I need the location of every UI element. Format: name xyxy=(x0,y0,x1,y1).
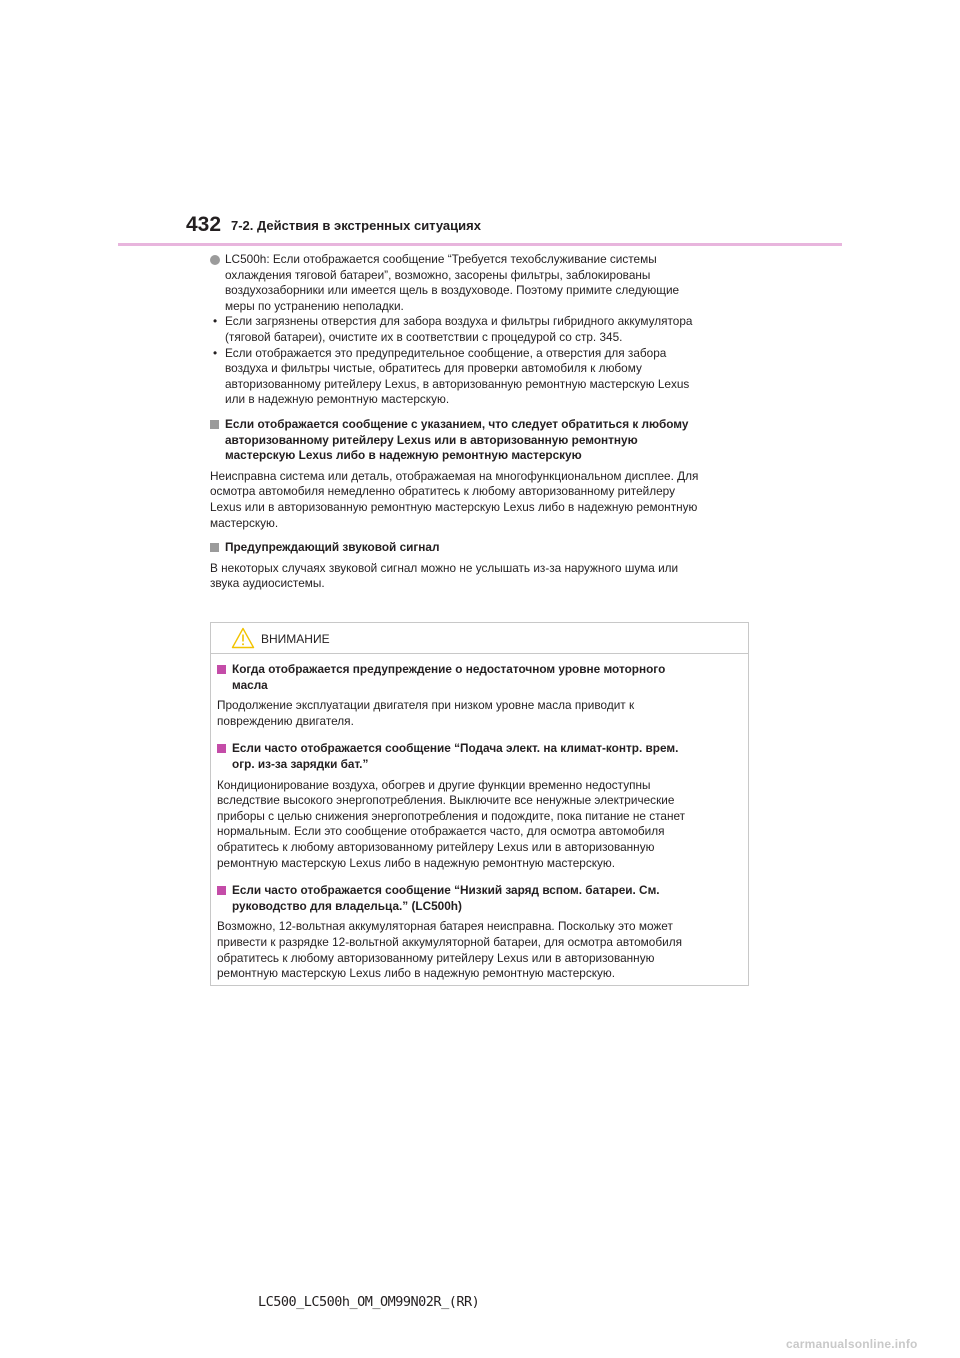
text-line: Возможно, 12-вольтная аккумуляторная батарея неисправна. Поскольку это может xyxy=(217,919,673,934)
text-line: мастерскую. xyxy=(210,515,279,530)
document-code: LC500_LC500h_OM_OM99N02R_(RR) xyxy=(258,1294,480,1310)
page-number: 432 xyxy=(186,213,222,236)
text-line: Lexus или в авторизованную ремонтную мастерскую Lexus либо в надежную ремонтную xyxy=(210,499,698,514)
main-content xyxy=(210,252,750,592)
warning-triangle-icon xyxy=(231,627,255,649)
sub-list-item xyxy=(210,314,750,345)
heading-line: авторизованному ритейлеру Lexus или в авторизованную ремонтную xyxy=(225,432,638,447)
warning-heading xyxy=(217,662,742,693)
circle-bullet-icon xyxy=(210,255,220,265)
text-line: осмотра автомобиля немедленно обратитесь к любому авторизованному ритейлеру xyxy=(210,484,675,499)
text-line: авторизованному ритейлеру Lexus, в авторизованную ремонтную мастерскую Lexus xyxy=(225,376,690,391)
paragraph xyxy=(210,561,750,592)
subsection-heading xyxy=(210,417,750,464)
text-line: или в надежную ремонтную мастерскую. xyxy=(225,392,450,407)
heading-line: Если часто отображается сообщение “Подача элект. на климат-контр. врем. xyxy=(232,741,679,756)
heading-line: Предупреждающий звуковой сигнал xyxy=(225,540,440,555)
list-item-lc500h xyxy=(210,252,750,314)
text-line: привести к разрядке 12-вольтной аккумуляторной батареи, для осмотра автомобиля xyxy=(217,934,682,949)
heading-line: руководство для владельца.” (LC500h) xyxy=(232,898,462,913)
text-line: звука аудиосистемы. xyxy=(210,576,325,591)
text-line: повреждению двигателя. xyxy=(217,713,354,728)
square-bullet-icon xyxy=(210,420,219,429)
text-line: Кондиционирование воздуха, обогрев и другие функции временно недоступны xyxy=(217,777,651,792)
warning-title: ВНИМАНИЕ xyxy=(261,632,330,646)
text-line: Если отображается это предупредительное сообщение, а отверстия для забора xyxy=(225,345,667,360)
paragraph xyxy=(217,698,742,729)
square-bullet-icon xyxy=(210,543,219,552)
text-line: обратитесь к любому авторизованному ритейлеру Lexus или в авторизованную xyxy=(217,950,655,965)
heading-line: масла xyxy=(232,677,268,692)
heading-line: Если отображается сообщение с указанием, что следует обратиться к любому xyxy=(225,416,689,431)
dot-bullet: • xyxy=(213,345,218,360)
text-line: воздуха и фильтры чистые, обратитесь для проверки автомобиля к любому xyxy=(225,361,642,376)
text-line: В некоторых случаях звуковой сигнал можно не услышать из-за наружного шума или xyxy=(210,560,679,575)
paragraph xyxy=(210,469,750,531)
heading-line: мастерскую Lexus либо в надежную ремонтную мастерскую xyxy=(225,448,582,463)
paragraph xyxy=(217,778,742,872)
text-line: (тяговой батареи), очистите их в соответствии с процедурой со стр. 345. xyxy=(225,329,623,344)
warning-heading xyxy=(217,741,742,772)
sub-list-item xyxy=(210,346,750,408)
text-line: LC500h: Если отображается сообщение “Требуется техобслуживание системы xyxy=(225,252,657,266)
square-bullet-icon xyxy=(217,744,226,753)
subsection-heading xyxy=(210,540,750,556)
warning-heading xyxy=(217,883,742,914)
heading-line: Когда отображается предупреждение о недостаточном уровне моторного xyxy=(232,662,666,676)
text-line: охлаждения тяговой батареи”, возможно, засорены фильтры, заблокированы xyxy=(225,267,651,282)
heading-line: огр. из-за зарядки бат.” xyxy=(232,756,369,771)
warning-body xyxy=(211,654,748,982)
text-line: Продолжение эксплуатации двигателя при низком уровне масла приводит к xyxy=(217,698,635,713)
warning-box xyxy=(210,622,749,986)
square-bullet-icon xyxy=(217,886,226,895)
square-bullet-icon xyxy=(217,665,226,674)
text-line: воздухозаборники или имеется щель в воздуховоде. Поэтому примите следующие xyxy=(225,283,680,298)
paragraph xyxy=(217,919,742,981)
warning-header xyxy=(211,623,748,654)
text-line: Если загрязнены отверстия для забора воздуха и фильтры гибридного аккумулятора xyxy=(225,314,693,329)
text-line: нормальным. Если это сообщение отображается часто, для осмотра автомобиля xyxy=(217,824,665,839)
text-line: Неисправна система или деталь, отображаемая на многофункциональном дисплее. Для xyxy=(210,468,699,483)
section-title: 7-2. Действия в экстренных ситуациях xyxy=(231,218,481,233)
text-line: вследствие высокого энергопотребления. Выключите все ненужные электрические xyxy=(217,793,675,808)
text-line: меры по устранению неполадки. xyxy=(225,298,404,313)
watermark: carmanualsonline.info xyxy=(786,1337,918,1351)
text-line: ремонтную мастерскую Lexus либо в надежную ремонтную мастерскую. xyxy=(217,966,616,981)
heading-line: Если часто отображается сообщение “Низкий заряд вспом. батареи. См. xyxy=(232,883,660,898)
text-line: ремонтную мастерскую Lexus либо в надежную ремонтную мастерскую. xyxy=(217,855,616,870)
text-line: обратитесь к любому авторизованному ритейлеру Lexus или в авторизованную xyxy=(217,839,655,854)
header-rule xyxy=(118,243,842,246)
dot-bullet: • xyxy=(213,314,218,329)
text-line: приборы с целью снижения энергопотребления и подождите, пока питание не станет xyxy=(217,808,686,823)
